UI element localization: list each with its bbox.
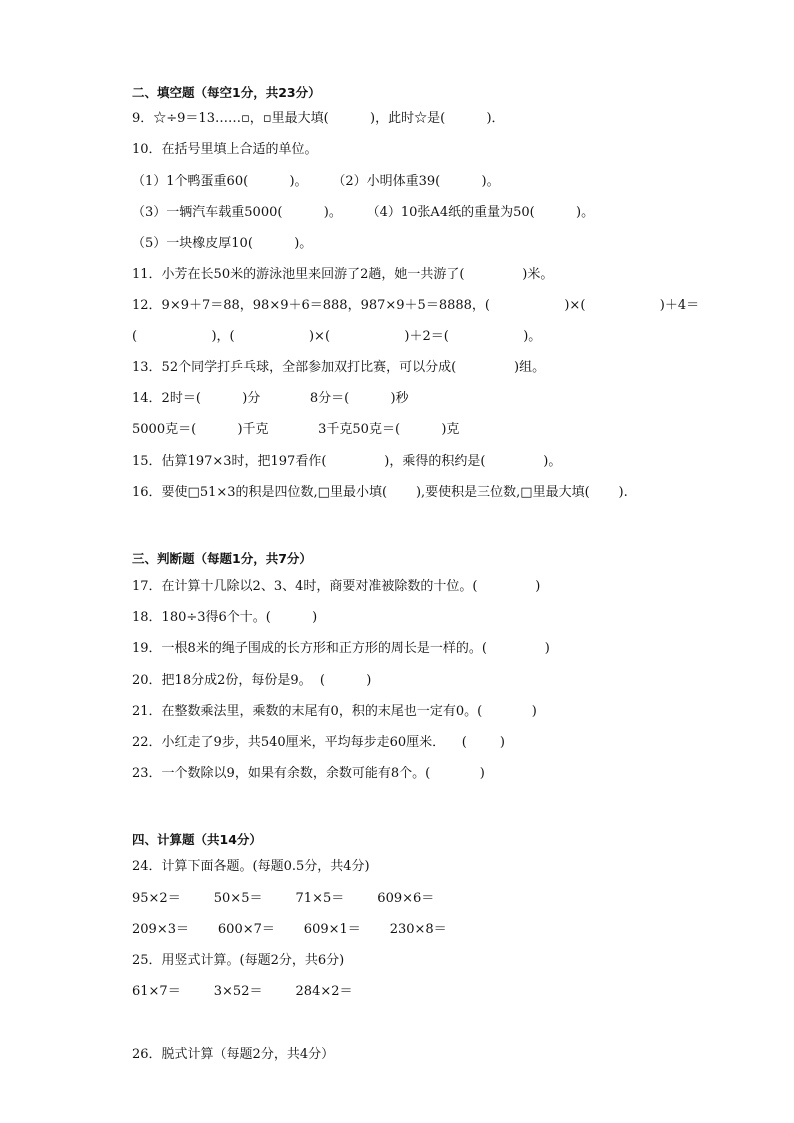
question-21: 21．在整数乘法里，乘数的末尾有0，积的末尾也一定有0。( ) <box>132 704 537 719</box>
section-heading-fill: 二、填空题（每空1分，共23分） <box>132 85 321 100</box>
section-heading-calc: 四、计算题（共14分） <box>132 832 262 847</box>
question-12-line-1: 12．9×9＋7＝88，98×9＋6＝888，987×9＋5＝8888，( )×( )＋4＝ <box>132 298 700 313</box>
question-9: 9．☆÷9＝13……▫，▫里最大填( )，此时☆是( )． <box>132 111 505 126</box>
question-14-line-1: 14．2时＝( )分 8分＝( )秒 <box>132 391 409 406</box>
question-11: 11．小芳在长50米的游泳池里来回游了2趟，她一共游了( )米。 <box>132 267 554 282</box>
question-15: 15．估算197×3时，把197看作( )，乘得的积约是( )。 <box>132 454 562 469</box>
question-10-part-5: （5）一块橡皮厚10( )。 <box>132 236 313 251</box>
question-19: 19．一根8米的绳子围成的长方形和正方形的周长是一样的。( ) <box>132 641 550 656</box>
question-13: 13．52个同学打乒乓球，全部参加双打比赛，可以分成( )组。 <box>132 360 546 375</box>
question-12-line-2: ( )，( )×( )＋2＝( )。 <box>132 329 542 344</box>
question-10-part-3-4: （3）一辆汽车载重5000( )。 （4）10张A4纸的重量为50( )。 <box>132 205 595 220</box>
question-22: 22．小红走了9步，共540厘米，平均每步走60厘米． ( ) <box>132 735 505 750</box>
question-10-part-1-2: （1）1个鸭蛋重60( )。 （2）小明体重39( )。 <box>132 174 500 189</box>
question-24-row-2: 209×3＝ 600×7＝ 609×1＝ 230×8＝ <box>132 922 447 937</box>
question-20: 20．把18分成2份，每份是9。 ( ) <box>132 673 372 688</box>
section-heading-judge: 三、判断题（每题1分，共7分） <box>132 551 312 566</box>
question-24: 24．计算下面各题。(每题0.5分，共4分) <box>132 859 370 874</box>
question-14-line-2: 5000克＝( )千克 3千克50克＝( )克 <box>132 422 460 437</box>
question-24-row-1: 95×2＝ 50×5＝ 71×5＝ 609×6＝ <box>132 891 435 906</box>
question-25-row-1: 61×7＝ 3×52＝ 284×2＝ <box>132 984 353 999</box>
question-18: 18．180÷3得6个十。( ) <box>132 610 318 625</box>
question-10: 10．在括号里填上合适的单位。 <box>132 142 318 157</box>
question-16: 16．要使□51×3的积是四位数,□里最小填( ),要使积是三位数,□里最大填( ). <box>132 485 628 500</box>
question-17: 17．在计算十几除以2、3、4时，商要对准被除数的十位。( ) <box>132 579 541 594</box>
question-23: 23．一个数除以9，如果有余数，余数可能有8个。( ) <box>132 766 485 781</box>
question-26: 26．脱式计算（每题2分，共4分） <box>132 1047 335 1062</box>
question-25: 25．用竖式计算。(每题2分，共6分) <box>132 953 345 968</box>
